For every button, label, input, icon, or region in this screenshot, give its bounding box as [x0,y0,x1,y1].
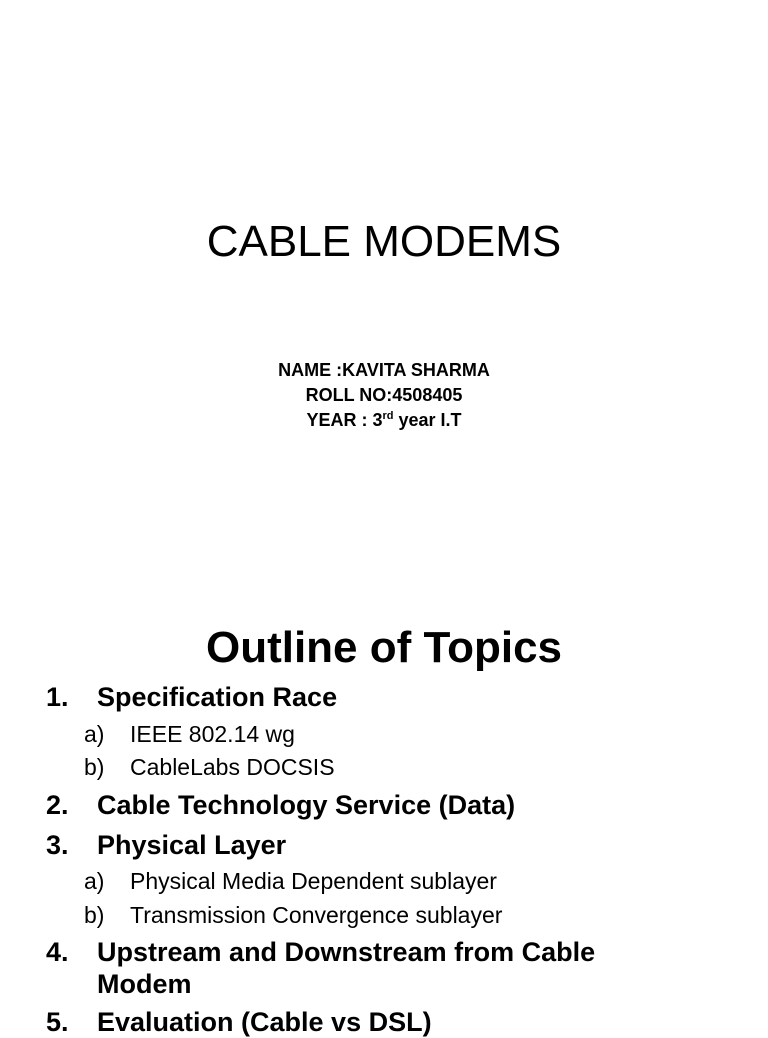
author-name: NAME :KAVITA SHARMA [278,360,490,380]
topic-number: 1. [46,682,69,712]
subtopic-letter: a) [84,868,105,894]
subtopic-letter: b) [84,754,105,780]
topic-number: 4. [46,937,69,967]
topic-text: Specification Race [97,682,338,712]
subtopic-text: Transmission Convergence sublayer [130,902,503,928]
year-prefix: YEAR : 3 [306,410,383,430]
subtopic-text: CableLabs DOCSIS [130,754,335,780]
topic-number: 2. [46,790,69,820]
author-info [0,358,768,433]
subtopic-letter: b) [84,902,105,928]
topic-text: Physical Layer [97,830,287,860]
year-line [0,408,768,433]
topic-text-continuation: Modem [97,969,192,999]
outline-title: Outline of Topics [205,623,563,672]
topic-text: Upstream and Downstream from Cable [97,937,596,967]
slide-title: CABLE MODEMS [206,217,562,266]
topic-number: 5. [46,1007,69,1037]
year-suffix: year I.T [393,410,462,430]
topic-number: 3. [46,830,69,860]
topic-text: Cable Technology Service (Data) [97,790,516,820]
roll-number: ROLL NO:4508405 [305,385,463,405]
subtopic-text: Physical Media Dependent sublayer [130,868,497,894]
subtopic-letter: a) [84,721,105,747]
subtopic-text: IEEE 802.14 wg [130,721,295,747]
year-ordinal-suffix: rd [382,410,394,422]
topic-text: Evaluation (Cable vs DSL) [97,1007,432,1037]
